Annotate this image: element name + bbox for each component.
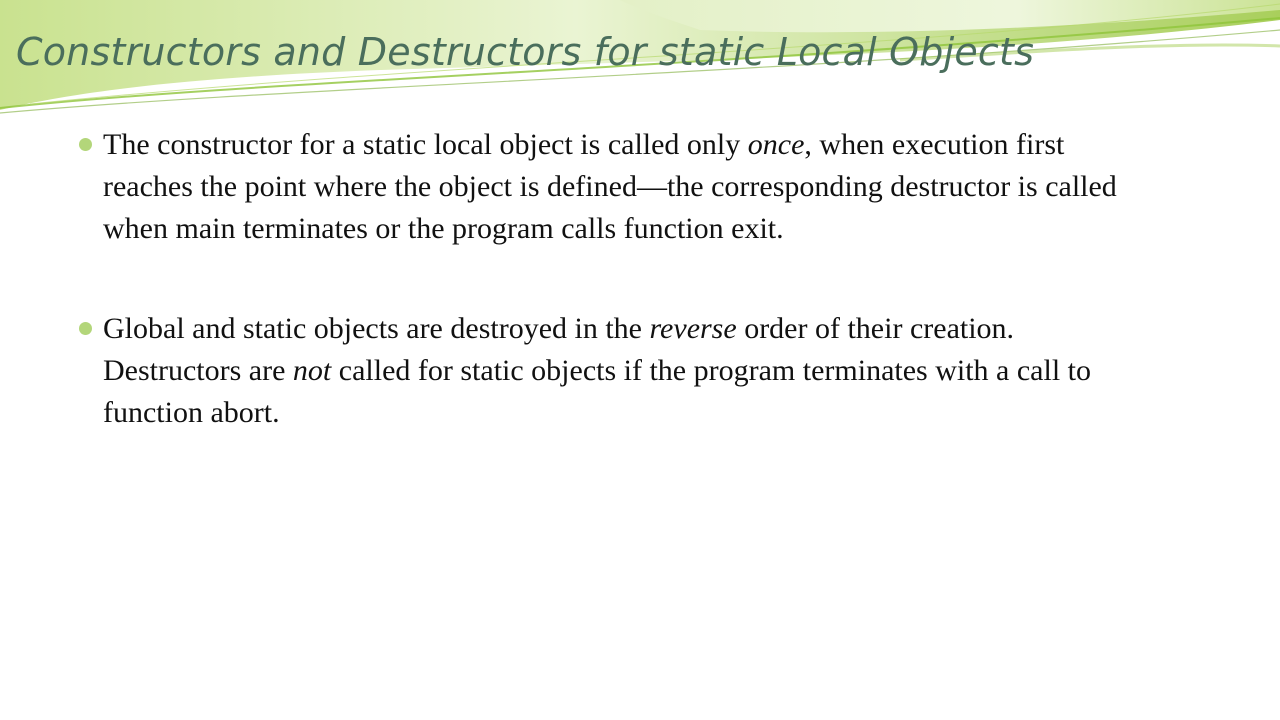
bullet-emphasis: not: [292, 354, 332, 387]
bullet-dot-icon: [79, 138, 92, 151]
bullet-text: called for static objects if the program terminates with a call to function abort.: [103, 354, 1091, 429]
bullet-item: [78, 308, 1138, 434]
bullet-emphasis: once: [747, 128, 805, 161]
bullet-item: [78, 124, 1138, 250]
bullet-text: , when execution first reaches the point where the object is defined—the corresponding destructor is called when main terminates or the program calls function exit.: [103, 128, 1117, 245]
bullet-text: The constructor for a static local object is called only: [103, 128, 748, 161]
bullet-text: order of their creation. Destructors are: [103, 312, 1015, 387]
slide-title: Constructors and Destructors for static Local Objects: [16, 30, 1035, 74]
bullet-text: Global and static objects are destroyed in the: [103, 312, 650, 345]
bullet-dot-icon: [79, 322, 92, 335]
bullet-list: [78, 124, 1138, 434]
bullet-emphasis: reverse: [649, 312, 737, 345]
